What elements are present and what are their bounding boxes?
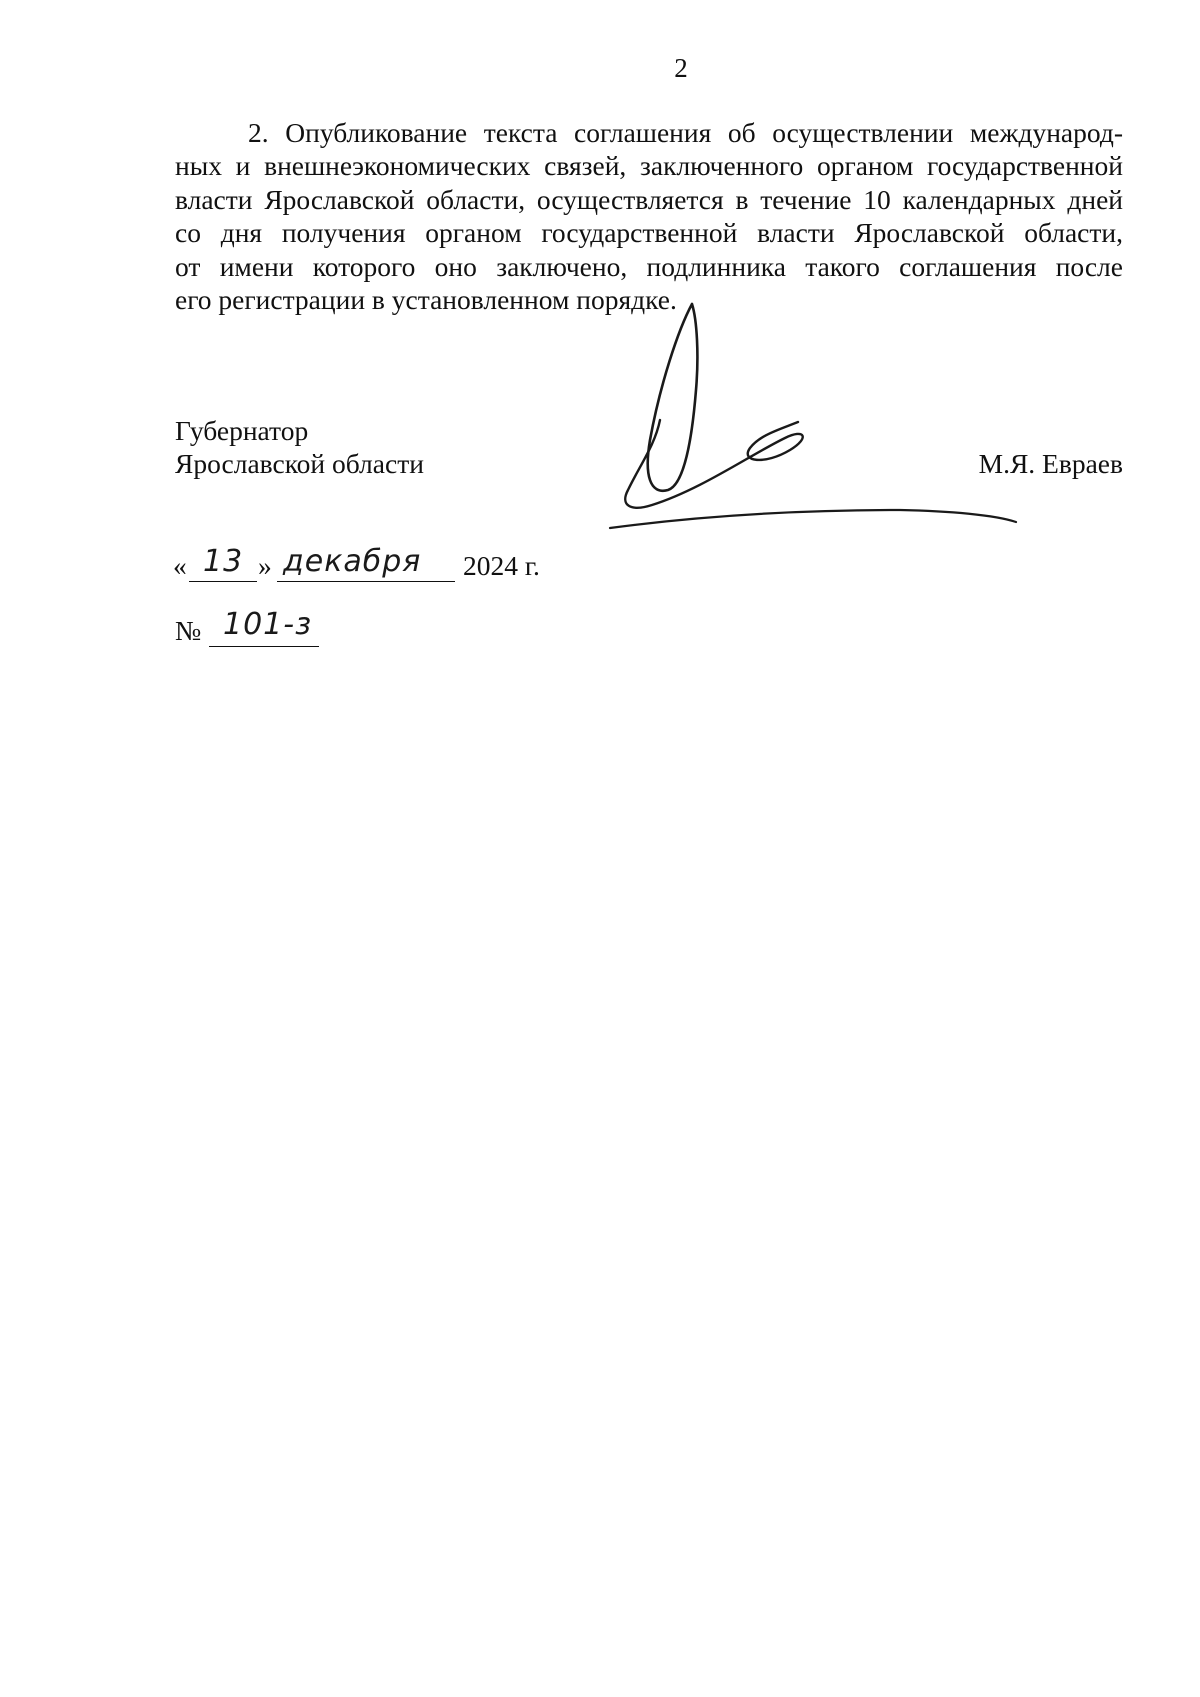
signatory-name: М.Я. Евраев [978, 448, 1123, 479]
number-sign: № [175, 615, 202, 646]
page-number: 2 [674, 53, 688, 83]
signatory-title [175, 414, 424, 480]
document-date [173, 544, 593, 609]
date-year: 2024 г. [463, 550, 540, 581]
date-day: 13 [203, 544, 244, 579]
paragraph [175, 116, 1123, 316]
handwritten-signature [600, 290, 1020, 540]
paragraph-line: 2. Опубликование текста соглашения об осуществлении международ- [248, 117, 1123, 148]
number-value: 101-з [223, 607, 313, 642]
paragraph-line: его регистрации в установленном порядке. [175, 284, 677, 316]
signatory-title-line: Губернатор [175, 415, 309, 446]
date-month: декабря [283, 544, 422, 579]
signatory-title-line: Ярославской области [175, 448, 424, 479]
date-day-underline [189, 581, 257, 582]
paragraph-line: власти Ярославской области, осуществляется в течение 10 календарных дней [175, 183, 1123, 215]
paragraph-line: ных и внешнеэкономических связей, заключенного органом государственной [175, 150, 1123, 182]
date-open-quote: « [173, 550, 187, 581]
paragraph-line: от имени которого оно заключено, подлинника такого соглашения после [175, 250, 1123, 282]
paragraph-line: со дня получения органом государственной власти Ярославской области, [175, 217, 1123, 249]
date-close-quote: » [258, 550, 272, 581]
number-underline [209, 646, 319, 647]
date-month-underline [277, 581, 455, 582]
document-number [175, 607, 375, 704]
